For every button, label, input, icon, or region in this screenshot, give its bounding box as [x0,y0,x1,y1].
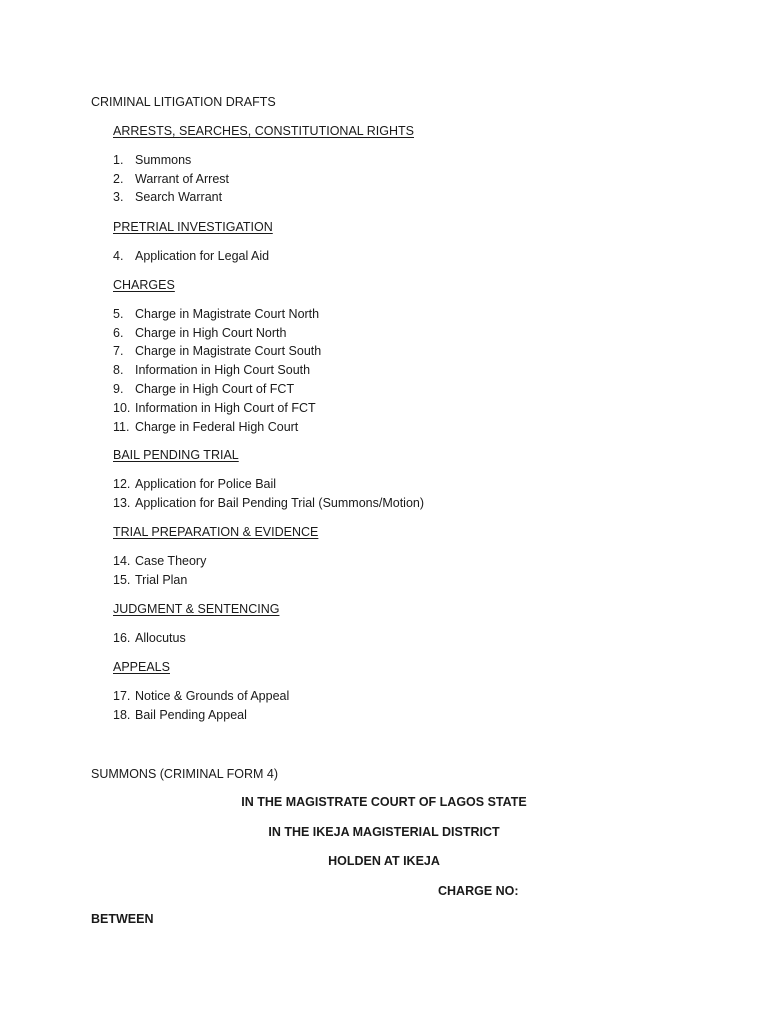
list-item-number: 3. [113,190,124,204]
list-item [113,400,316,416]
list-item [113,362,310,378]
list-item-number: 2. [113,172,124,186]
list-item [113,171,229,187]
list-item [113,381,294,397]
list-item-label: Charge in High Court North [135,326,287,340]
list-item [113,572,187,588]
section-heading-appeals: APPEALS [113,660,170,674]
list-item-number: 17. [113,689,131,703]
list-item [113,495,424,511]
list-item-label: Information in High Court of FCT [135,401,316,415]
list-item-number: 8. [113,363,124,377]
list-item [113,707,247,723]
list-item [113,688,289,704]
list-item-label: Charge in High Court of FCT [135,382,295,396]
list-item-label: Application for Police Bail [135,477,277,491]
list-item [113,189,222,205]
list-item-number: 13. [113,496,131,510]
list-item [113,343,321,359]
list-item-label: Warrant of Arrest [135,172,230,186]
list-item-number: 1. [113,153,124,167]
section-heading-judgment: JUDGMENT & SENTENCING [113,602,280,616]
list-item-number: 4. [113,249,124,263]
document-title: CRIMINAL LITIGATION DRAFTS [91,95,276,109]
list-item-number: 11. [113,420,130,434]
list-item-label: Application for Legal Aid [135,249,270,263]
list-item-number: 16. [113,631,131,645]
list-item-label: Case Theory [135,554,207,568]
list-item [113,553,206,569]
list-item-label: Application for Bail Pending Trial (Summons/Motion) [135,496,425,510]
list-item-label: Allocutus [135,631,186,645]
list-item-number: 18. [113,708,131,722]
list-item-label: Charge in Magistrate Court South [135,344,322,358]
court-district: IN THE IKEJA MAGISTERIAL DISTRICT [268,825,500,839]
section-heading-charges: CHARGES [113,278,175,292]
list-item-label: Search Warrant [135,190,223,204]
section-heading-trial-preparation: TRIAL PREPARATION & EVIDENCE [113,525,319,539]
list-item-number: 10. [113,401,131,415]
list-item-number: 9. [113,382,124,396]
section-heading-arrests: ARRESTS, SEARCHES, CONSTITUTIONAL RIGHTS [113,124,414,138]
list-item [113,325,286,341]
list-item-label: Charge in Magistrate Court North [135,307,320,321]
list-item [113,306,319,322]
court-name: IN THE MAGISTRATE COURT OF LAGOS STATE [241,795,527,809]
between-label: BETWEEN [91,912,154,926]
list-item-number: 12. [113,477,131,491]
list-item-label: Information in High Court South [135,363,311,377]
list-item [113,152,191,168]
list-item-number: 7. [113,344,124,358]
list-item-label: Summons [135,153,192,167]
list-item [113,248,269,264]
list-item-label: Bail Pending Appeal [135,708,247,722]
list-item [113,476,276,492]
list-item [113,419,298,435]
section-heading-bail-pending-trial: BAIL PENDING TRIAL [113,448,239,462]
list-item [113,630,186,646]
form-title: SUMMONS (CRIMINAL FORM 4) [91,767,279,781]
list-item-number: 6. [113,326,124,340]
list-item-number: 5. [113,307,124,321]
charge-number-label: CHARGE NO: [438,884,519,898]
list-item-label: Trial Plan [135,573,188,587]
court-holden: HOLDEN AT IKEJA [328,854,440,868]
list-item-number: 14. [113,554,131,568]
section-heading-pretrial: PRETRIAL INVESTIGATION [113,220,273,234]
list-item-number: 15. [113,573,131,587]
list-item-label: Charge in Federal High Court [135,420,299,434]
list-item-label: Notice & Grounds of Appeal [135,689,290,703]
